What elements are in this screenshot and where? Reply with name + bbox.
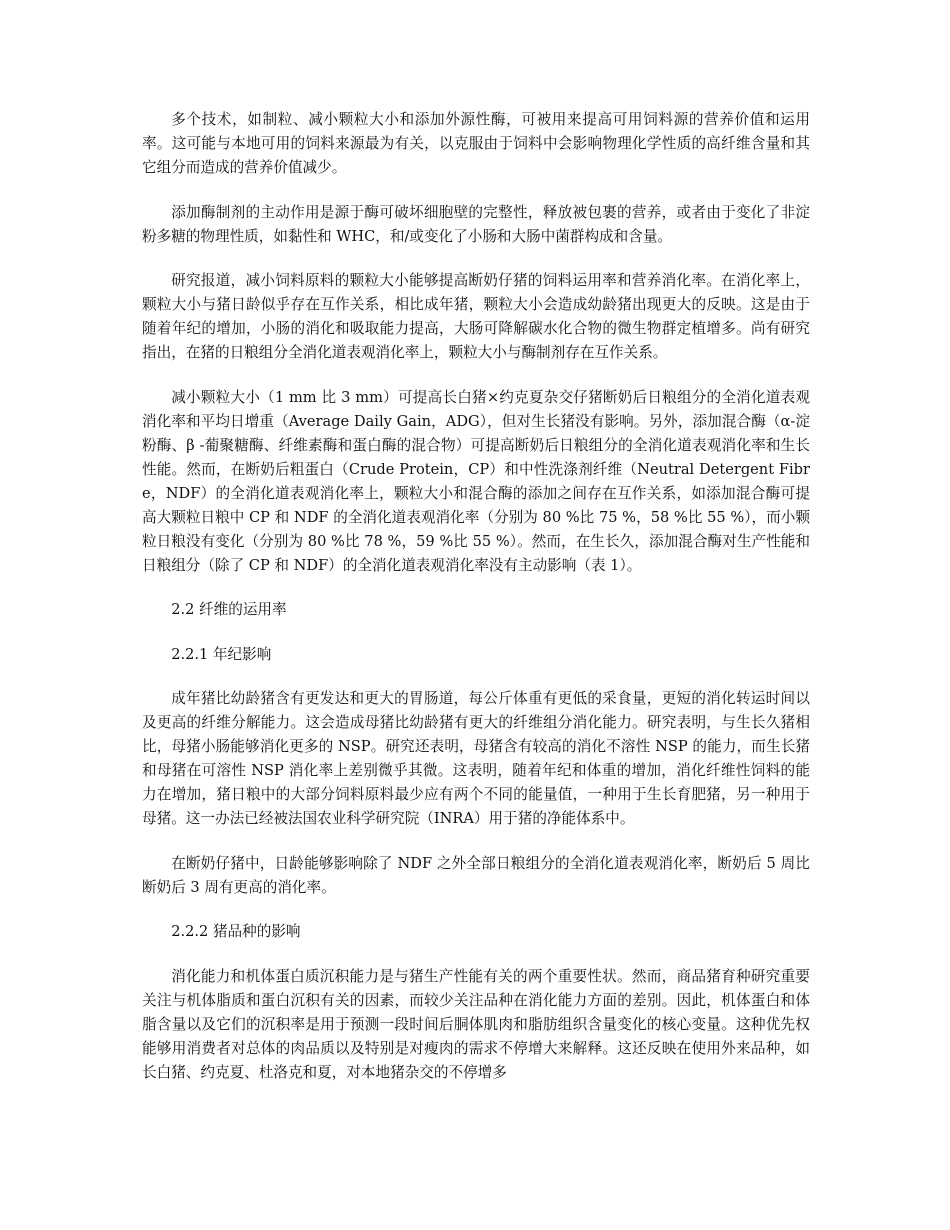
paragraph-techniques: 多个技术，如制粒、减小颗粒大小和添加外源性酶，可被用来提高可用饲料源的营养价值和运用率。这可能与本地可用的饲料来源最为有关，以克服由于饲料中会影响物理化学性质的高纤维含量和其它组分而造成的营养价值减少。: [142, 111, 810, 176]
paragraph-age-effect: 成年猪比幼龄猪含有更发达和更大的胃肠道，每公斤体重有更低的采食量，更短的消化转运时间以及更高的纤维分解能力。这会造成母猪比幼龄猪有更大的纤维组分消化能力。研究表明，与生长久猪相比，母猪小肠能够消化更多的 NSP。研究还表明，母猪含有较高的消化不溶性 NSP 的能力，而生长猪和母猪在可溶性 NSP 消化率上差别微乎其微。这表明，随着年纪和体重的增加，消化纤维性饲料的能力在增加，猪日粮中的大部分饲料原料最少应有两个不同的能量值，一种用于生长育肥猪，另一种用于母猪。这一办法已经被法国农业科学研究院（INRA）用于猪的净能体系中。: [142, 690, 810, 827]
paragraph-breed-effect: 消化能力和机体蛋白质沉积能力是与猪生产性能有关的两个重要性状。然而，商品猪育种研究重要关注与机体脂质和蛋白沉积有关的因素，而较少关注品种在消化能力方面的差别。因此，机体蛋白和体脂含量以及它们的沉积率是用于预测一段时间后胴体肌肉和脂肪组织含量变化的核心变量。这种优先权能够用消费者对总体的肉品质以及特别是对瘦肉的需求不停增大来解释。这还反映在使用外来品种，如长白猪、约克夏、杜洛克和夏，对本地猪杂交的不停增多: [142, 967, 810, 1081]
paragraph-particle-size: 研究报道，减小饲料原料的颗粒大小能够提高断奶仔猪的饲料运用率和营养消化率。在消化率上，颗粒大小与猪日龄似乎存在互作关系，相比成年猪，颗粒大小会造成幼龄猪出现更大的反映。这是由于随着年纪的增加，小肠的消化和吸取能力提高，大肠可降解碳水化合物的微生物群定植增多。尚有研究指出，在猪的日粮组分全消化道表观消化率上，颗粒大小与酶制剂存在互作关系。: [142, 272, 810, 361]
paragraph-weaned-piglets: 在断奶仔猪中，日龄能够影响除了 NDF 之外全部日粮组分的全消化道表观消化率，断奶后 5 周比断奶后 3 周有更高的消化率。: [142, 854, 810, 896]
section-heading-fiber-utilization: 2.2 纤维的运用率: [171, 601, 287, 618]
subsection-heading-age-effect: 2.2.1 年纪影响: [171, 645, 272, 663]
paragraph-particle-enzyme-interaction: 减小颗粒大小（1 mm 比 3 mm）可提高长白猪×约克夏杂交仔猪断奶后日粮组分的全消化道表观消化率和平均日增重（Average Daily Gain，ADG），但对生长猪没有影响。另外，添加混合酶（α-淀粉酶、β -葡聚糖酶、纤维素酶和蛋白酶的混合物）可提高断奶后日粮组分的全消化道表观消化率和生长性能。然而，在断奶后粗蛋白（Crude Protein，CP）和中性洗涤剂纤维（Neutral Detergent Fibre，NDF）的全消化道表观消化率上，颗粒大小和混合酶的添加之间存在互作关系，如添加混合酶可提高大颗粒日粮中 CP 和 NDF 的全消化道表观消化率（分别为 80 %比 75 %，58 %比 55 %），而小颗粒日粮没有变化（分别为 80 %比 78 %，59 %比 55 %）。然而，在生长久，添加混合酶对生产性能和日粮组分（除了 CP 和 NDF）的全消化道表观消化率没有主动影响（表 1）。: [142, 388, 810, 574]
paragraph-enzyme-role: 添加酶制剂的主动作用是源于酶可破坏细胞壁的完整性，释放被包裹的营养，或者由于变化了非淀粉多糖的物理性质，如黏性和 WHC，和/或变化了小肠和大肠中菌群构成和含量。: [142, 203, 810, 245]
subsection-heading-breed-effect: 2.2.2 猪品种的影响: [171, 923, 301, 940]
document-body: [142, 108, 810, 1105]
